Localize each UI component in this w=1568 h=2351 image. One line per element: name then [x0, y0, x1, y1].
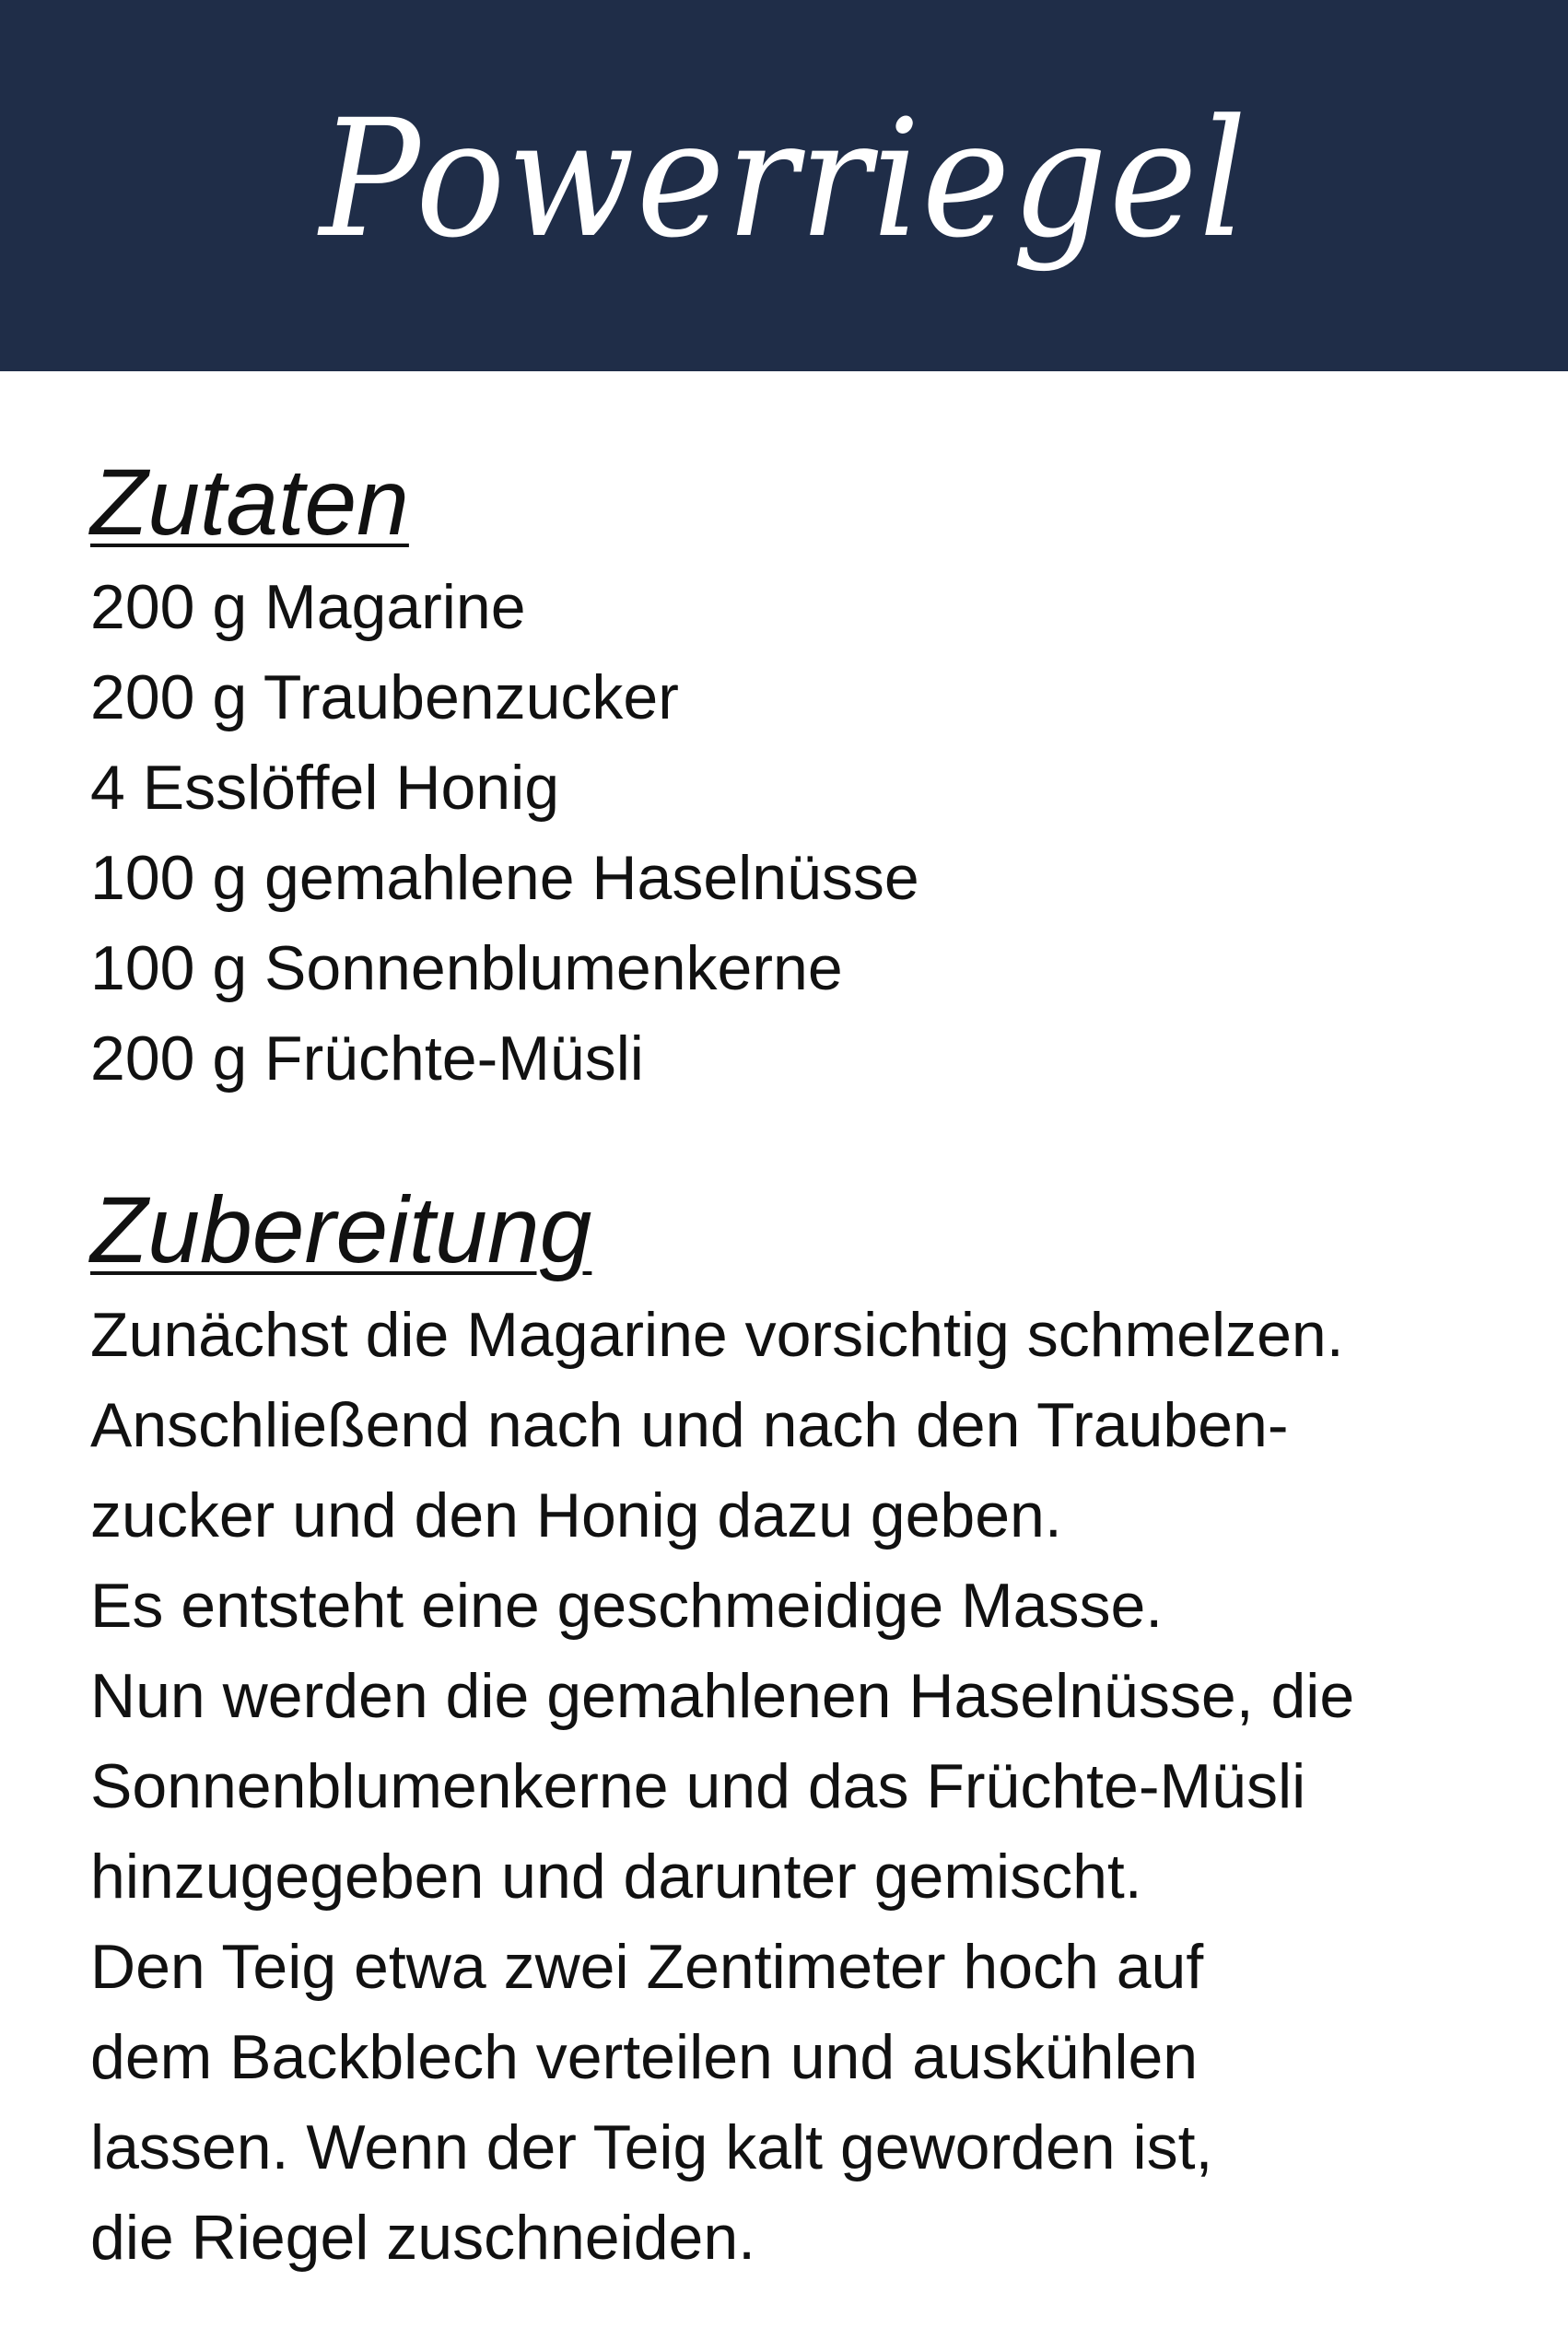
ingredient-item: 4 Esslöffel Honig: [90, 753, 560, 823]
preparation-text: [90, 1290, 1527, 2283]
preparation-line: dem Backblech verteilen und auskühlen: [90, 2022, 1199, 2092]
preparation-heading: Zubereitung: [90, 1177, 592, 1282]
preparation-line: lassen. Wenn der Teig kalt geworden ist,: [90, 2112, 1213, 2182]
ingredients-heading: Zutaten: [90, 450, 409, 555]
ingredient-item: 100 g gemahlene Haselnüsse: [90, 843, 919, 913]
preparation-line: Zunächst die Magarine vorsichtig schmelzen.: [90, 1300, 1344, 1370]
title-banner: [0, 0, 1568, 371]
preparation-line: Es entsteht eine geschmeidige Masse.: [90, 1571, 1164, 1641]
preparation-line: Sonnenblumenkerne und das Früchte-Müsli: [90, 1751, 1306, 1821]
preparation-line: zucker und den Honig dazu geben.: [90, 1480, 1062, 1550]
ingredient-item: 200 g Magarine: [90, 572, 526, 642]
preparation-line: hinzugegeben und darunter gemischt.: [90, 1842, 1142, 1912]
preparation-line: die Riegel zuschneiden.: [90, 2203, 756, 2273]
recipe-content: [90, 442, 1527, 2283]
ingredient-item: 200 g Traubenzucker: [90, 662, 679, 732]
ingredients-list: [90, 562, 1527, 1104]
ingredient-item: 100 g Sonnenblumenkerne: [90, 933, 843, 1003]
preparation-line: Den Teig etwa zwei Zentimeter hoch auf: [90, 1932, 1204, 2002]
recipe-title: Powerriegel: [319, 85, 1249, 274]
preparation-line: Anschließend nach und nach den Trauben-: [90, 1390, 1289, 1460]
ingredient-item: 200 g Früchte-Müsli: [90, 1023, 644, 1094]
preparation-line: Nun werden die gemahlenen Haselnüsse, die: [90, 1661, 1355, 1731]
